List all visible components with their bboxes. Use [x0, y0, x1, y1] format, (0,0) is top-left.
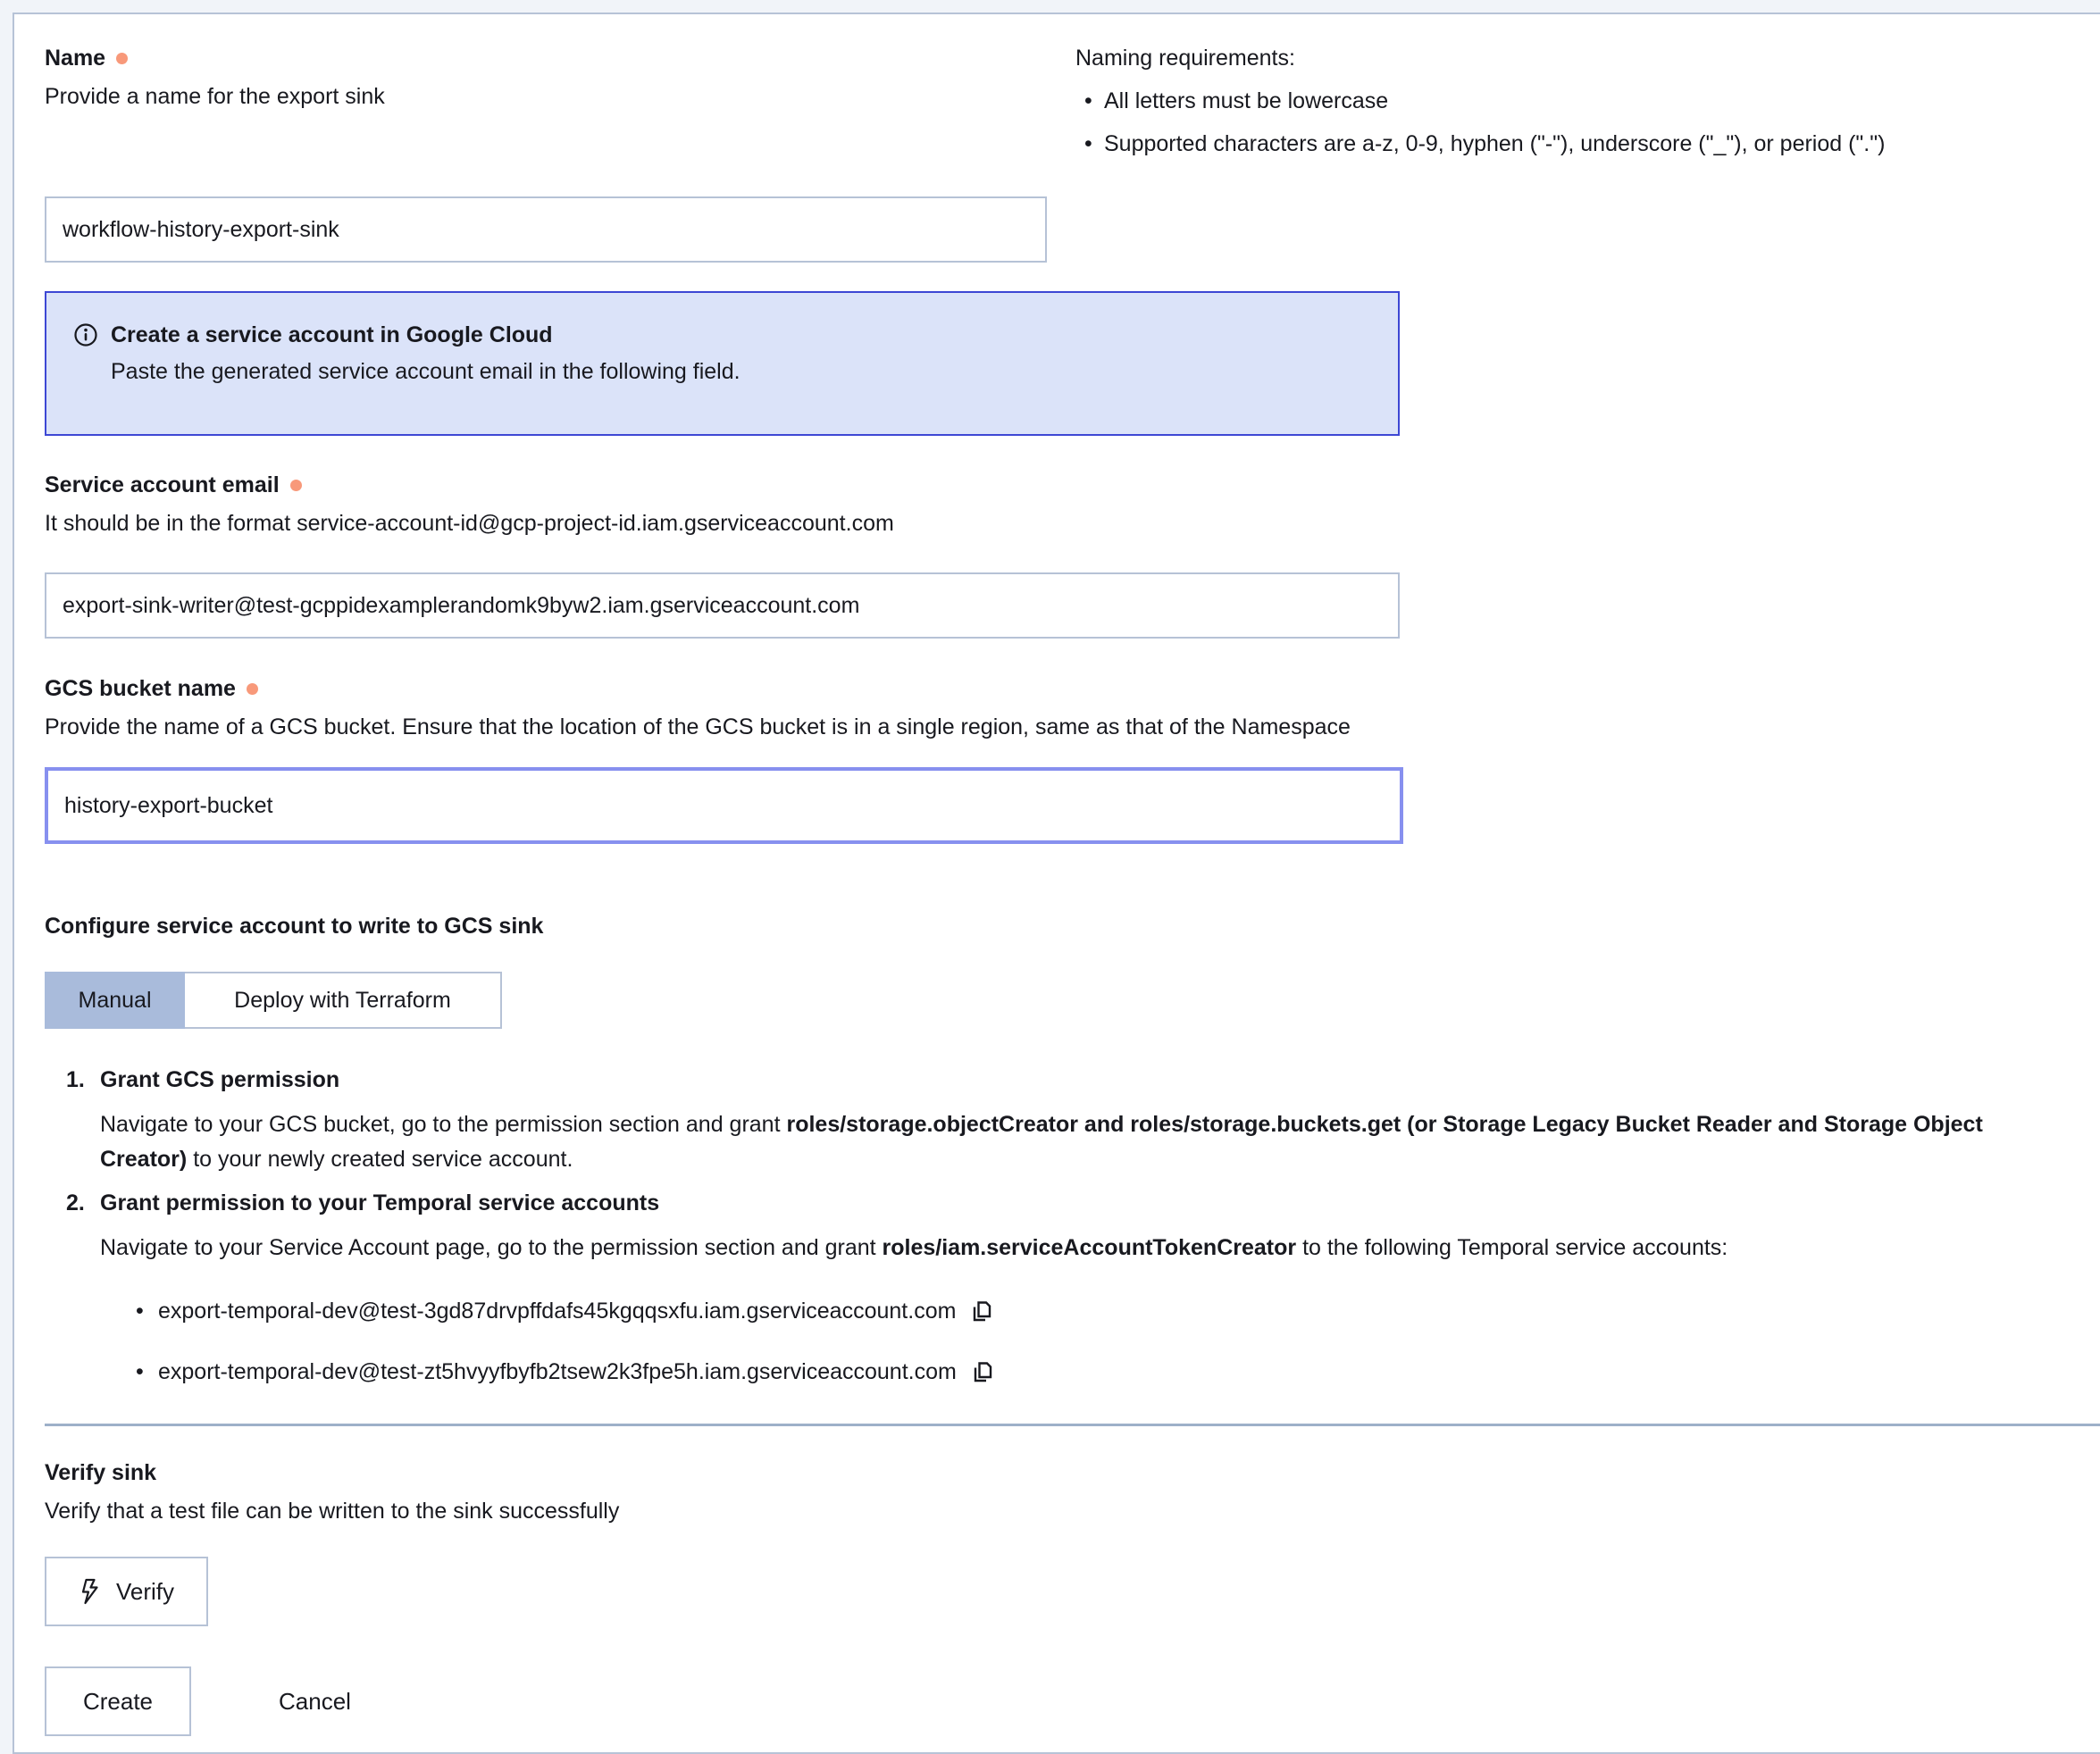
- copy-email-button[interactable]: [970, 1299, 994, 1324]
- verify-button-label: Verify: [116, 1577, 175, 1605]
- configure-tab-group: [45, 972, 502, 1029]
- naming-requirements-title: Naming requirements:: [1075, 46, 1295, 71]
- tab-manual[interactable]: Manual: [45, 972, 185, 1029]
- info-circle-icon: [73, 322, 98, 347]
- section-divider: [45, 1424, 2100, 1426]
- copy-icon: [971, 1360, 995, 1384]
- sink-name-input[interactable]: [45, 196, 1047, 263]
- cancel-button[interactable]: Cancel: [279, 1687, 351, 1715]
- tab-deploy-with-terraform[interactable]: Deploy with Terraform: [185, 973, 500, 1027]
- gcs-bucket-name-description: Provide the name of a GCS bucket. Ensure that the location of the GCS bucket is in a single region, same as that of the Namespace: [45, 714, 1351, 739]
- required-dot-icon: [116, 53, 128, 64]
- configure-heading: Configure service account to write to GCS sink: [45, 914, 544, 939]
- required-dot-icon: [290, 480, 302, 491]
- name-label: Name: [45, 46, 106, 71]
- step-title: Grant GCS permission: [100, 1067, 340, 1092]
- export-sink-form-card: [13, 13, 2100, 1754]
- service-account-email-description: It should be in the format service-account-id@gcp-project-id.iam.gserviceaccount.com: [45, 511, 894, 536]
- top-row: [45, 45, 2100, 157]
- service-account-email-text: • export-temporal-dev@test-zt5hvyyfbyfb2tsew2k3fpe5h.iam.gserviceaccount.com: [158, 1359, 957, 1384]
- verify-sink-description: Verify that a test file can be written to the sink successfully: [45, 1499, 620, 1524]
- temporal-service-account-item: [100, 1357, 2054, 1387]
- instruction-steps: [45, 1066, 2054, 1387]
- step-title: Grant permission to your Temporal service accounts: [100, 1190, 660, 1215]
- step-body: Navigate to your Service Account page, go to the permission section and grant roles/iam.serviceAccountTokenCreator to the following Temporal service accounts:: [100, 1235, 1728, 1260]
- service-account-email-input[interactable]: [45, 572, 1400, 639]
- temporal-service-account-list: [100, 1296, 2054, 1387]
- step-grant-gcs-permission: [45, 1066, 2054, 1177]
- create-button[interactable]: Create: [45, 1666, 191, 1736]
- name-description: Provide a name for the export sink: [45, 84, 385, 109]
- service-account-email-text: • export-temporal-dev@test-3gd87drvpffdafs45kgqqsxfu.iam.gserviceaccount.com: [158, 1299, 957, 1324]
- temporal-service-account-item: [100, 1296, 2054, 1326]
- gcs-bucket-name-label: GCS bucket name: [45, 676, 236, 701]
- naming-requirement-item: • All letters must be lowercase: [1075, 88, 2100, 114]
- step-number: 1.: [66, 1067, 85, 1092]
- info-banner-title: Create a service account in Google Cloud: [111, 322, 553, 347]
- info-banner-body: Paste the generated service account email in the following field.: [111, 359, 740, 384]
- naming-requirements-list: [1075, 88, 2100, 157]
- copy-icon: [970, 1299, 994, 1324]
- required-dot-icon: [247, 683, 258, 695]
- step-number: 2.: [66, 1190, 85, 1215]
- form-actions: [45, 1666, 2100, 1736]
- verify-button[interactable]: [45, 1557, 208, 1626]
- step-body: Navigate to your GCS bucket, go to the permission section and grant roles/storage.objectCreator and roles/storage.buckets.get (or Storage Legacy Bucket Reader and Storage Object Creator) to your newly created service account.: [100, 1112, 1983, 1172]
- service-account-email-label: Service account email: [45, 472, 280, 497]
- step-grant-temporal-permission: [45, 1190, 2054, 1387]
- lightning-bolt-icon: [79, 1578, 102, 1605]
- naming-requirement-item: • Supported characters are a-z, 0-9, hyphen ("-"), underscore ("_"), or period ("."): [1075, 130, 2100, 157]
- gcs-bucket-name-input[interactable]: [45, 767, 1403, 844]
- copy-email-button[interactable]: [971, 1360, 995, 1384]
- verify-sink-heading: Verify sink: [45, 1460, 157, 1485]
- info-banner: [45, 291, 1400, 436]
